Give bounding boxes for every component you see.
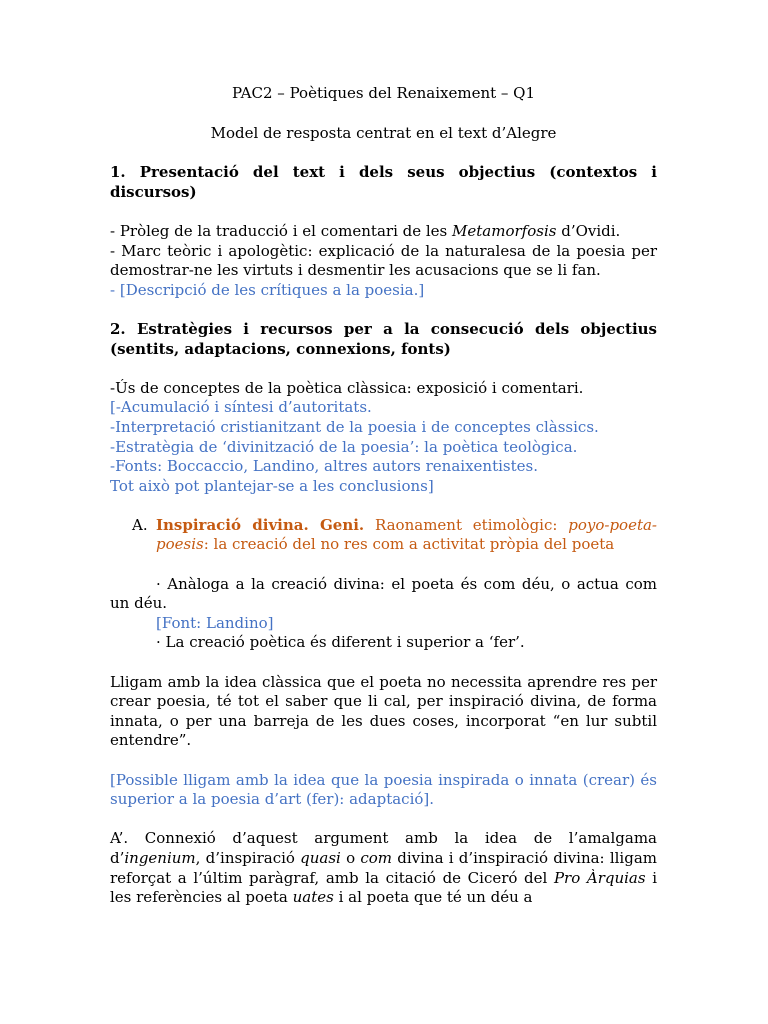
section-1-line-2: - Marc teòric i apologètic: explicació de la naturalesa de la poesia per demostrar-ne les virtuts i desmentir les acusacions que se li fan. <box>110 241 657 280</box>
section-1-heading: 1. Presentació del text i dels seus objectius (contextos i discursos) <box>110 163 657 201</box>
paragraph-2: [Possible lligam amb la idea que la poesia inspirada o innata (crear) és superior a la poesia d’art (fer): adaptació]. <box>110 770 657 809</box>
list-item-a-point-2: · La creació poètica és diferent i superior a ‘fer’. <box>156 633 525 652</box>
section-2-heading: 2. Estratègies i recursos per a la consecució dels objectius (sentits, adaptacions, connexions, fonts) <box>110 319 657 358</box>
list-item-a-title: Inspiració divina. Geni. <box>156 515 365 534</box>
list-item-a: A. Inspiració divina. Geni. Raonament etimològic: poyo-poeta-poesis: la creació del no res com a activitat pròpia del poeta <box>132 515 657 554</box>
section-2-note-3: -Estratègia de ‘divinització de la poesia’: la poètica teològica. <box>110 437 578 456</box>
paragraph-1: Lligam amb la idea clàssica que el poeta no necessita aprendre res per crear poesia, té tot el saber que li cal, per inspiració divina, de forma innata, o per una barreja de les dues coses, incorporat “en lur subtil entendre”. <box>110 672 657 750</box>
document-subtitle: Model de resposta centrat en el text d’Alegre <box>210 123 557 142</box>
section-1-note: - [Descripció de les crítiques a la poesia.] <box>110 280 425 299</box>
section-2-note-5: Tot això pot plantejar-se a les conclusions] <box>110 476 434 495</box>
list-item-a-point-1: · Anàloga a la creació divina: el poeta és com déu, o actua com un déu. <box>110 574 657 613</box>
section-2-note-4: -Fonts: Boccaccio, Landino, altres autors renaixentistes. <box>110 457 538 476</box>
list-marker-a: A. <box>132 515 148 534</box>
section-2-note-2: -Interpretació cristianitzant de la poesia i de conceptes clàssics. <box>110 417 599 436</box>
document-title: PAC2 – Poètiques del Renaixement – Q1 <box>231 84 536 102</box>
document-body <box>110 84 657 908</box>
paragraph-a-prime: A’. Connexió d’aquest argument amb la idea de l’amalgama d’ingenium, d’inspiració quasi o com divina i d’inspiració divina: lligam reforçat a l’últim paràgraf, amb la citació de Ciceró del Pro Àrquias i les referències al poeta uates i al poeta que té un déu a <box>110 829 657 907</box>
section-2-line-1: -Ús de conceptes de la poètica clàssica: exposició i comentari. <box>110 378 584 397</box>
list-item-a-source: [Font: Landino] <box>156 613 274 632</box>
section-1-line-1: - Pròleg de la traducció i el comentari de les Metamorfosis d’Ovidi. <box>110 221 621 240</box>
section-2-note-1: [-Acumulació i síntesi d’autoritats. <box>110 398 372 417</box>
